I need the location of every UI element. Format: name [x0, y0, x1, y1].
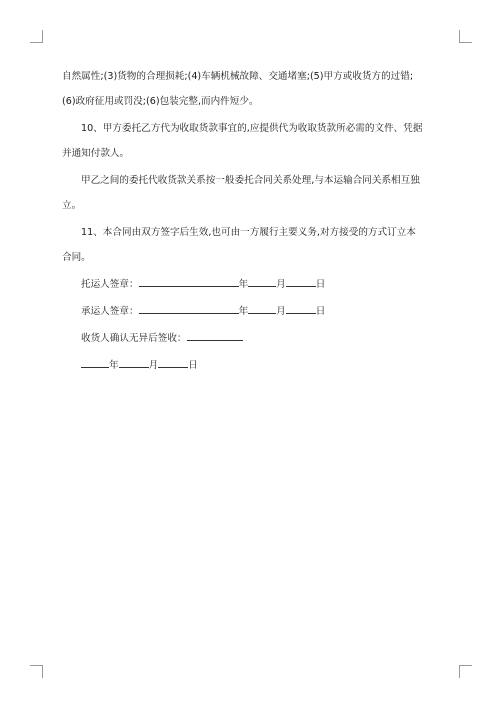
crop-mark-bottom-left: [30, 665, 43, 678]
day-field[interactable]: [286, 276, 316, 287]
month-field[interactable]: [248, 276, 276, 287]
carrier-signature-field[interactable]: [139, 303, 239, 314]
month-label: 月: [276, 306, 286, 317]
year-label: 年: [238, 306, 249, 317]
consignee-date-line: [62, 353, 448, 378]
crop-mark-top-right: [459, 30, 472, 43]
clause-11: 11、本合同由双方签字后生效,也可由一方履行主要义务,对方接受的方式订立本: [81, 227, 416, 238]
text-line: (6)政府征用或罚没;(6)包装完整,而内件短少。: [62, 96, 259, 107]
month-field[interactable]: [248, 303, 276, 314]
agency-relation-clause: 甲乙之间的委托代收货款关系按一般委托合同关系处理,与本运输合同关系相互独: [81, 175, 420, 186]
text-line: 立。: [62, 200, 82, 211]
consignee-label: 收货人确认无异后签收：: [81, 333, 187, 344]
document-body: [62, 64, 448, 378]
year-label: 年: [109, 360, 119, 371]
consignee-signature-field[interactable]: [187, 330, 243, 341]
consignee-signature-line: [62, 326, 448, 351]
crop-mark-top-left: [30, 30, 43, 43]
day-label: 日: [315, 306, 326, 317]
clause-10: 10、甲方委托乙方代为收取货款事宜的,应提供代为收取货款所必需的文件、凭据: [81, 123, 423, 134]
month-label: 月: [276, 279, 286, 290]
text-line: 合同。: [62, 252, 91, 263]
month-field[interactable]: [119, 357, 149, 368]
carrier-signature-line: [62, 299, 448, 324]
shipper-signature-field[interactable]: [139, 276, 239, 287]
year-label: 年: [238, 279, 249, 290]
text-line: 并通知付款人。: [62, 148, 130, 159]
shipper-signature-line: [62, 272, 448, 297]
shipper-label: 托运人签章：: [81, 279, 139, 290]
crop-mark-bottom-right: [459, 665, 472, 678]
day-field[interactable]: [286, 303, 316, 314]
year-field[interactable]: [81, 357, 109, 368]
day-label: 日: [188, 360, 198, 371]
carrier-label: 承运人签章：: [81, 306, 139, 317]
day-field[interactable]: [158, 357, 188, 368]
month-label: 月: [148, 360, 159, 371]
text-line: 自然属性;(3)货物的合理损耗;(4)车辆机械故障、交通堵塞;(5)甲方或收货方的过错;: [62, 71, 414, 82]
day-label: 日: [315, 279, 326, 290]
